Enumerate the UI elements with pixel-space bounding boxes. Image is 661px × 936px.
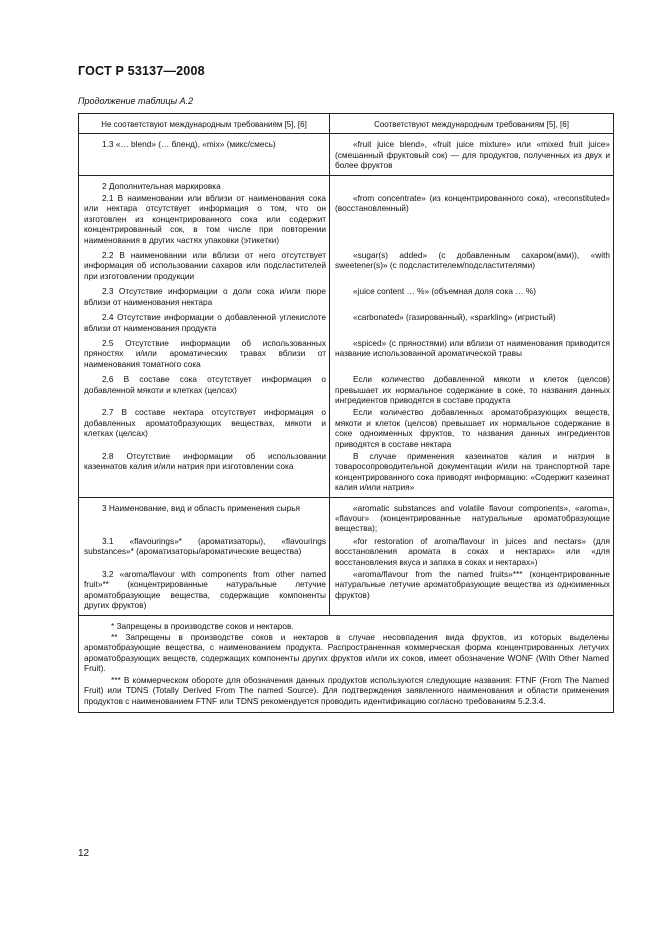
cell-text: 1.3 «… blend» (… бленд), «mix» (микс/смесь) bbox=[102, 139, 276, 150]
table-row bbox=[79, 134, 614, 175]
cell-text: Если количество добавленной мякоти и клеток (целсов) превышает их нормальное содержание в соке, то названия данных ингредиентов приводятся в составе продукта bbox=[335, 374, 610, 405]
cell-text: «juice content … %» (объемная доля сока … %) bbox=[353, 286, 536, 297]
table-row bbox=[79, 337, 614, 373]
table-caption: Продолжение таблицы А.2 bbox=[78, 96, 194, 106]
cell-text: 3.1 «flavourings»* (ароматизаторы), «flavourings substances»* (ароматизаторы/ароматические вещества) bbox=[84, 535, 326, 557]
cell-text: 3.2 «aroma/flavour with components from other named fruit»** (концентрированные натуральные летучие ароматобразующие вещества, содержащие компоненты других фруктов) bbox=[84, 569, 326, 611]
table-row bbox=[79, 175, 614, 192]
cell-text: «aroma/flavour from the named fruits»*** (концентрированные натуральные летучие ароматобразующие вещества из одноименных фруктов) bbox=[335, 569, 610, 600]
footnote: ** Запрещены в производстве соков и нектаров в случае несовпадения вида фруктов, из которых выделены ароматобразующие вещества, с наименованием продукта. Распространенная коммерческая форма концентрированных летучих ароматобразующих веществ, содержащих компоненты других фруктов и/или их соков, имеет обозначение WONF (With Other Named Fruit). bbox=[84, 632, 609, 674]
cell-text: «aromatic substances and volatile flavour components», «aroma», «flavour» (концентрированные натуральные ароматобразующие вещества); bbox=[335, 502, 610, 534]
table-row bbox=[79, 535, 614, 568]
footnote: * Запрещены в производстве соков и нектаров. bbox=[111, 620, 294, 631]
table-row bbox=[79, 450, 614, 497]
cell-text: Если количество добавленных ароматобразующих веществ, мякоти и клеток (целсов) превышает их нормальное содержание в соке одноименных фруктов, то названия данных ингредиентов приводятся в составе нектара bbox=[335, 407, 610, 449]
table-row bbox=[79, 406, 614, 450]
table-row bbox=[79, 497, 614, 535]
cell-text: 2.7 В составе нектара отсутствует информация о добавленных ароматобразующих веществах, мякоти и клетках (целсах) bbox=[84, 407, 326, 439]
requirements-table bbox=[78, 113, 614, 713]
section-heading: 3 Наименование, вид и область применения сырья bbox=[102, 502, 301, 513]
cell-text: 2.6 В составе сока отсутствует информация о добавленной мякоти и клетках (целсах) bbox=[84, 374, 326, 395]
cell-text: 2.4 Отсутствие информации о добавленной углекислоте вблизи от наименования продукта bbox=[84, 312, 326, 333]
table-row bbox=[79, 311, 614, 337]
cell-text: 2.8 Отсутствие информации об использовании казеинатов калия и/или натрия при изготовлении сока bbox=[84, 450, 326, 472]
table-header-row bbox=[79, 114, 614, 134]
page-number: 12 bbox=[78, 848, 90, 859]
cell-text: «spiced» (с пряностями) или вблизи от наименования приводится название использованной ароматической травы bbox=[335, 337, 610, 359]
cell-text: 2.3 Отсутствие информации о доли сока и/или пюре вблизи от наименования нектара bbox=[84, 286, 326, 307]
table-row bbox=[79, 249, 614, 285]
table-cell bbox=[79, 134, 330, 175]
section-heading: 2 Дополнительная маркировка bbox=[102, 180, 221, 191]
footnotes-row bbox=[79, 615, 614, 712]
cell-text: В случае применения казеинатов калия и натрия в товаросопроводительной документации и/или на транспортной таре концентрированного сока приводят информацию: «Содержит казеинат калия и/или натрия» bbox=[335, 450, 610, 493]
cell-text: 2.1 В наименовании или вблизи от наименования сока или нектара отсутствует информация о том, что он изготовлен из концентрированного сока или содержит концентрированный сок, в том числе при повторении наименования в других частях упаковки (этикетки) bbox=[84, 193, 326, 245]
table-row bbox=[79, 373, 614, 406]
footnotes-cell bbox=[79, 615, 614, 712]
cell-text: «carbonated» (газированный), «sparkling» (игристый) bbox=[353, 312, 556, 323]
table-row bbox=[79, 285, 614, 311]
cell-text: «sugar(s) added» (с добавленным сахаром(ами)), «with sweetener(s)» (с подсластителем/подсластителями) bbox=[335, 250, 610, 271]
document-header: ГОСТ Р 53137—2008 bbox=[78, 64, 205, 78]
table-cell bbox=[330, 175, 614, 192]
table-row bbox=[79, 192, 614, 249]
cell-text: 2.2 В наименовании или вблизи от него отсутствует информация об использовании сахаров или подсластителей при изготовлении продукции bbox=[84, 250, 326, 281]
cell-text: «for restoration of aroma/flavour in juices and nectars» (для восстановления аромата в соках и нектарах» или «для восстановления вкуса и запаха в соках и нектарах») bbox=[335, 535, 610, 567]
table-cell bbox=[330, 134, 614, 175]
column-header-noncompliant: Не соответствуют международным требованиям [5], [6] bbox=[79, 114, 330, 134]
footnote: *** В коммерческом обороте для обозначения данных продуктов используются следующие названия: FTNF (From The Named Fruit) или TDNS (Totally Derived From The named Source). Для подтверждения заявленного наименования и области применения продуктов с наименованием FTNF или TDNS рекомендуется проводить идентификацию согласно требованиям 5.2.3.4. bbox=[84, 674, 609, 706]
table-cell bbox=[79, 175, 330, 192]
cell-text: 2.5 Отсутствие информации об использованных пряностях и/или ароматических травах вблизи от наименования томатного сока bbox=[84, 337, 326, 369]
cell-text: «from concentrate» (из концентрированного сока), «reconstituted» (восстановленный) bbox=[335, 193, 610, 214]
cell-text: «fruit juice blend», «fruit juice mixture» или «mixed fruit juice» (смешанный фруктовый сок) — для продуктов, полученных из двух и более фруктов bbox=[335, 139, 610, 171]
column-header-compliant: Соответствуют международным требованиям [5], [6] bbox=[330, 114, 614, 134]
table-row bbox=[79, 568, 614, 615]
